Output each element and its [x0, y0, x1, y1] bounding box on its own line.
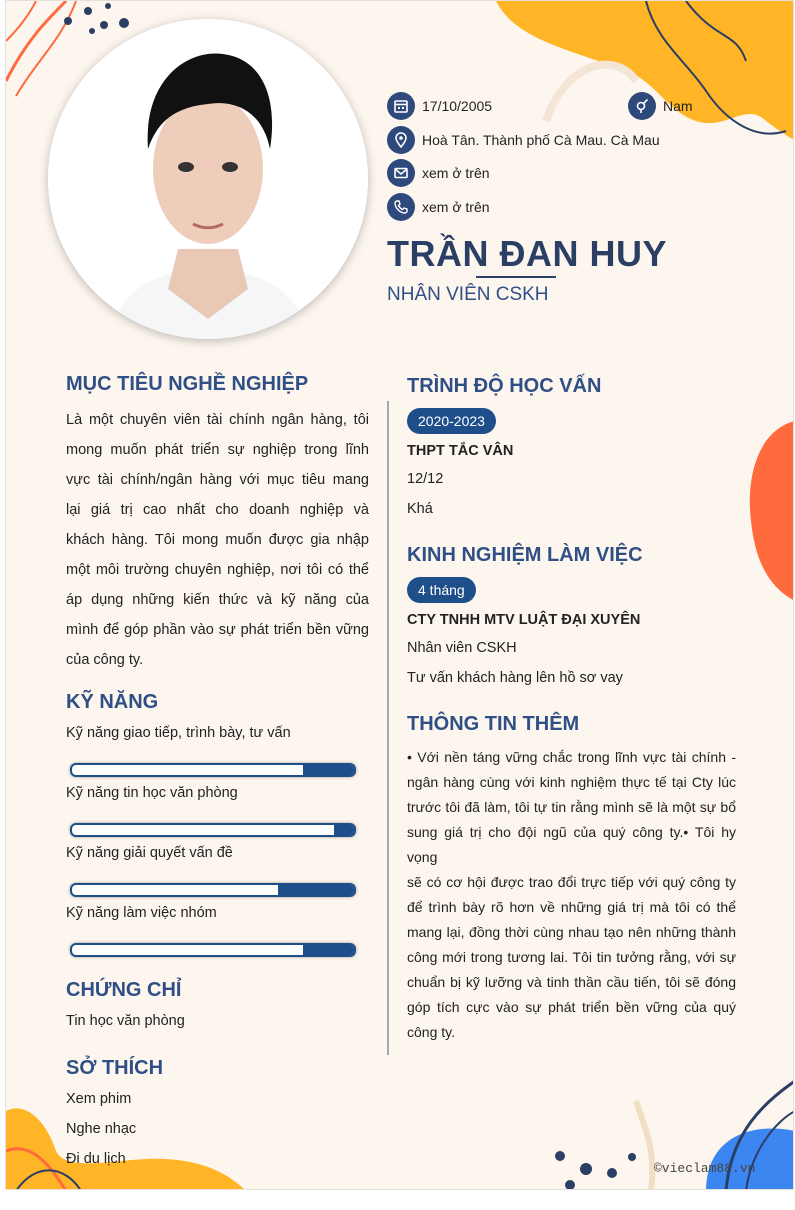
additional-line: chuẩn bị kỹ lưỡng và tinh thần cầu tiến, tôi sẽ đóng: [407, 974, 736, 990]
additional-line: công ty.: [407, 1024, 455, 1040]
additional-line: để trình bày rõ hơn về những giá trị mà tôi có thể: [407, 899, 736, 915]
education-rank: Khá: [407, 501, 433, 517]
additional-line: ngân hàng cùng với kinh nghiệm thực tế tại Cty lúc: [407, 774, 736, 790]
certificate-item: Tin học văn phòng: [66, 1013, 185, 1029]
objective-line: Là một chuyên viên tài chính ngân hàng, tôi: [66, 412, 369, 428]
skill-bar-fill: [303, 765, 354, 775]
skill-label: Kỹ năng tin học văn phòng: [66, 785, 238, 801]
hobbies-heading: SỞ THÍCH: [66, 1057, 164, 1079]
phone-icon: [387, 193, 415, 221]
gender-row: [628, 92, 693, 120]
skill-bar-fill: [278, 885, 354, 895]
education-period-badge: 2020-2023: [407, 408, 496, 434]
name-underline: [476, 276, 556, 278]
skill-bar: [70, 943, 356, 957]
additional-line: mang lại, đồng thời cùng nhau tạo nên những thành: [407, 924, 736, 940]
hobby-item: Đi du lịch: [66, 1151, 126, 1167]
objective-line: của công ty.: [66, 652, 144, 668]
additional-line: • Với nền táng vững chắc trong lĩnh vực tài chính -: [407, 749, 736, 765]
experience-company: CTY TNHH MTV LUẬT ĐẠI XUYÊN: [407, 612, 641, 628]
objective-line: vực tài chính/ngân hàng với mục tiêu mang: [66, 472, 369, 488]
skill-label: Kỹ năng làm việc nhóm: [66, 905, 217, 921]
birthdate-row: [387, 92, 492, 120]
objective-text: [66, 405, 369, 675]
additional-heading: THÔNG TIN THÊM: [407, 713, 580, 735]
cv-page: [5, 0, 794, 1190]
objective-heading: MỤC TIÊU NGHỀ NGHIỆP: [66, 373, 309, 395]
experience-period-badge: 4 tháng: [407, 577, 476, 603]
experience-heading: KINH NGHIỆM LÀM VIỆC: [407, 544, 643, 566]
skill-bar-fill: [334, 825, 354, 835]
additional-text: [407, 745, 736, 1045]
skill-label: Kỹ năng giải quyết vấn đề: [66, 845, 233, 861]
birthdate-text: 17/10/2005: [422, 98, 493, 114]
gender-text: Nam: [663, 98, 693, 114]
objective-line: một môi trường chuyên nghiệp, nơi tôi có thể: [66, 562, 369, 578]
education-grade: 12/12: [407, 471, 444, 487]
skills-heading: KỸ NĂNG: [66, 691, 159, 713]
candidate-position: NHÂN VIÊN CSKH: [387, 284, 549, 305]
experience-description: Tư vấn khách hàng lên hồ sơ vay: [407, 670, 623, 686]
additional-line: sung giá trị cho đội ngũ của quý công ty.• Tôi hy vọng: [407, 824, 736, 865]
phone-row: [387, 193, 490, 221]
column-divider: [387, 401, 389, 1055]
education-school: THPT TẮC VÂN: [407, 443, 514, 459]
objective-line: khách hàng. Tôi mong muốn được gia nhập: [66, 532, 369, 548]
certificates-heading: CHỨNG CHỈ: [66, 979, 182, 1001]
skill-bar: [70, 883, 356, 897]
address-text: Hoà Tân. Thành phố Cà Mau. Cà Mau: [422, 132, 660, 148]
gender-icon: [628, 92, 656, 120]
right-orange-blob: [746, 421, 794, 601]
objective-line: lại giá trị cao nhất cho doanh nghiệp và: [66, 502, 369, 518]
additional-line: sẽ có cơ hội được trao đổi trực tiếp với quý công ty: [407, 874, 736, 890]
additional-line: công mới trong tương lai. Tôi tin tưởng rằng, với sự: [407, 949, 736, 965]
skill-bar-fill: [303, 945, 354, 955]
objective-line: áp dụng những kiến thức và kỹ năng của: [66, 592, 369, 608]
candidate-name: TRẦN ĐAN HUY: [387, 233, 667, 274]
email-text: xem ở trên: [422, 165, 490, 181]
hobby-item: Xem phim: [66, 1091, 132, 1107]
email-row: [387, 159, 490, 187]
skill-bar: [70, 763, 356, 777]
calendar-icon: [387, 92, 415, 120]
skill-bar: [70, 823, 356, 837]
additional-line: góp tích cực vào sự phát triển bền vững của quý: [407, 999, 736, 1015]
person-photo-illustration: [48, 19, 368, 339]
address-row: [387, 126, 660, 154]
hobby-item: Nghe nhạc: [66, 1121, 137, 1137]
skill-label: Kỹ năng giao tiếp, trình bày, tư vấn: [66, 725, 291, 741]
location-icon: [387, 126, 415, 154]
mail-icon: [387, 159, 415, 187]
profile-photo: [48, 19, 368, 339]
additional-line: trước tôi đã làm, tôi tự tin rằng mình sẽ là một sự bổ: [407, 799, 736, 815]
experience-role: Nhân viên CSKH: [407, 640, 517, 656]
education-heading: TRÌNH ĐỘ HỌC VẤN: [407, 375, 602, 397]
objective-line: mình để góp phần vào sự phát triển bền vững: [66, 622, 369, 638]
phone-text: xem ở trên: [422, 199, 490, 215]
watermark: ©vieclam88.vn: [654, 1161, 756, 1176]
objective-line: mong muốn phát triển sự nghiệp trong lĩnh: [66, 442, 369, 458]
